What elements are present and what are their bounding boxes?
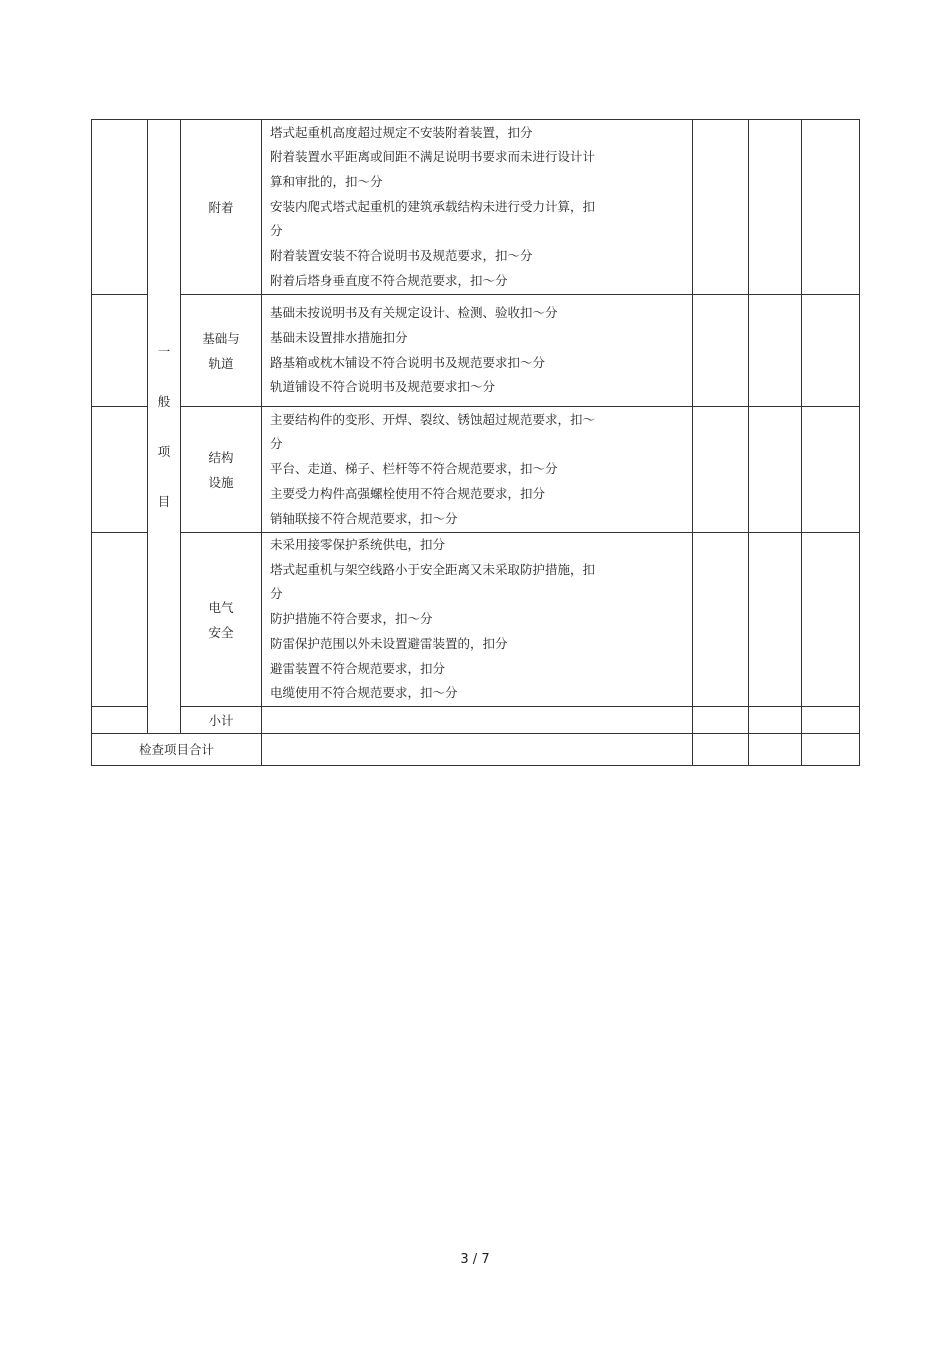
blank-cell xyxy=(693,734,749,766)
standard-line: 分 xyxy=(270,436,283,452)
blank-cell xyxy=(262,734,693,766)
item-name-cell xyxy=(181,407,262,533)
table-row xyxy=(92,407,860,533)
blank-cell xyxy=(749,734,802,766)
seq-cell xyxy=(92,120,148,295)
standard-line: 防雷保护范围以外未设置避雷装置的，扣分 xyxy=(270,635,508,651)
item-name: 附着 xyxy=(208,199,234,215)
total-row xyxy=(92,734,860,766)
table-row xyxy=(92,533,860,707)
standard-line: 塔式起重机高度超过规定不安装附着装置，扣分 xyxy=(270,124,533,140)
blank-cell xyxy=(802,734,860,766)
item-name-cell xyxy=(181,295,262,407)
standard-line: 附着装置水平距离或间距不满足说明书要求而未进行设计计 xyxy=(270,149,596,165)
standard-line: 未采用接零保护系统供电，扣分 xyxy=(270,537,446,553)
standard-cell xyxy=(262,533,693,707)
item-name: 基础与 xyxy=(202,330,240,346)
seq-cell xyxy=(92,533,148,707)
table-row xyxy=(92,120,860,295)
item-name: 电气 xyxy=(208,599,234,615)
standard-line: 安装内爬式塔式起重机的建筑承载结构未进行受力计算，扣 xyxy=(270,198,596,214)
blank-cell xyxy=(693,120,749,295)
blank-cell xyxy=(802,120,860,295)
inspection-table xyxy=(91,119,860,766)
item-name-cell xyxy=(181,533,262,707)
standard-line: 防护措施不符合要求，扣～分 xyxy=(270,611,433,627)
subtotal-label: 小计 xyxy=(181,707,262,734)
standard-line: 主要受力构件高强螺栓使用不符合规范要求，扣分 xyxy=(270,485,546,501)
table-row xyxy=(92,295,860,407)
seq-cell xyxy=(92,295,148,407)
blank-cell xyxy=(693,407,749,533)
standard-line: 平台、走道、梯子、栏杆等不符合规范要求，扣～分 xyxy=(270,461,558,477)
blank-cell xyxy=(262,707,693,734)
standard-line: 附着装置安装不符合说明书及规范要求，扣～分 xyxy=(270,248,533,264)
blank-cell xyxy=(802,533,860,707)
category-char: 目 xyxy=(157,493,171,509)
blank-cell xyxy=(693,707,749,734)
standard-line: 主要结构件的变形、开焊、裂纹、锈蚀超过规范要求，扣～ xyxy=(270,411,596,427)
standard-cell xyxy=(262,295,693,407)
item-name-cell xyxy=(181,120,262,295)
standard-line: 电缆使用不符合规范要求，扣～分 xyxy=(270,685,458,701)
standard-line: 附着后塔身垂直度不符合规范要求，扣～分 xyxy=(270,272,508,288)
seq-cell xyxy=(92,407,148,533)
subtotal-row xyxy=(92,707,860,734)
category-char: 一 xyxy=(157,343,171,359)
blank-cell xyxy=(749,407,802,533)
standard-line: 分 xyxy=(270,223,283,239)
blank-cell xyxy=(693,295,749,407)
standard-line: 销轴联接不符合规范要求，扣～分 xyxy=(270,510,458,526)
standard-line: 分 xyxy=(270,586,283,602)
category-char: 般 xyxy=(157,393,171,409)
total-label: 检查项目合计 xyxy=(92,734,262,766)
standard-line: 算和审批的，扣～分 xyxy=(270,173,383,189)
blank-cell xyxy=(749,295,802,407)
category-cell xyxy=(148,120,181,734)
seq-cell xyxy=(92,707,148,734)
standard-cell xyxy=(262,120,693,295)
standard-cell xyxy=(262,407,693,533)
blank-cell xyxy=(749,533,802,707)
standard-line: 轨道铺设不符合说明书及规范要求扣～分 xyxy=(270,379,496,395)
blank-cell xyxy=(749,120,802,295)
blank-cell xyxy=(802,295,860,407)
item-name: 安全 xyxy=(208,624,234,640)
item-name: 结构 xyxy=(208,449,234,465)
standard-line: 避雷装置不符合规范要求，扣分 xyxy=(270,660,446,676)
blank-cell xyxy=(693,533,749,707)
blank-cell xyxy=(802,407,860,533)
standard-line: 路基箱或枕木铺设不符合说明书及规范要求扣～分 xyxy=(270,354,546,370)
standard-line: 基础未按说明书及有关规定设计、检测、验收扣～分 xyxy=(270,305,558,321)
blank-cell xyxy=(749,707,802,734)
standard-line: 塔式起重机与架空线路小于安全距离又未采取防护措施，扣 xyxy=(270,561,596,577)
blank-cell xyxy=(802,707,860,734)
item-name: 设施 xyxy=(208,474,234,490)
item-name: 轨道 xyxy=(208,355,234,371)
standard-line: 基础未设置排水措施扣分 xyxy=(270,329,408,345)
page-number: 3 / 7 xyxy=(460,1252,490,1267)
category-char: 项 xyxy=(157,443,171,459)
